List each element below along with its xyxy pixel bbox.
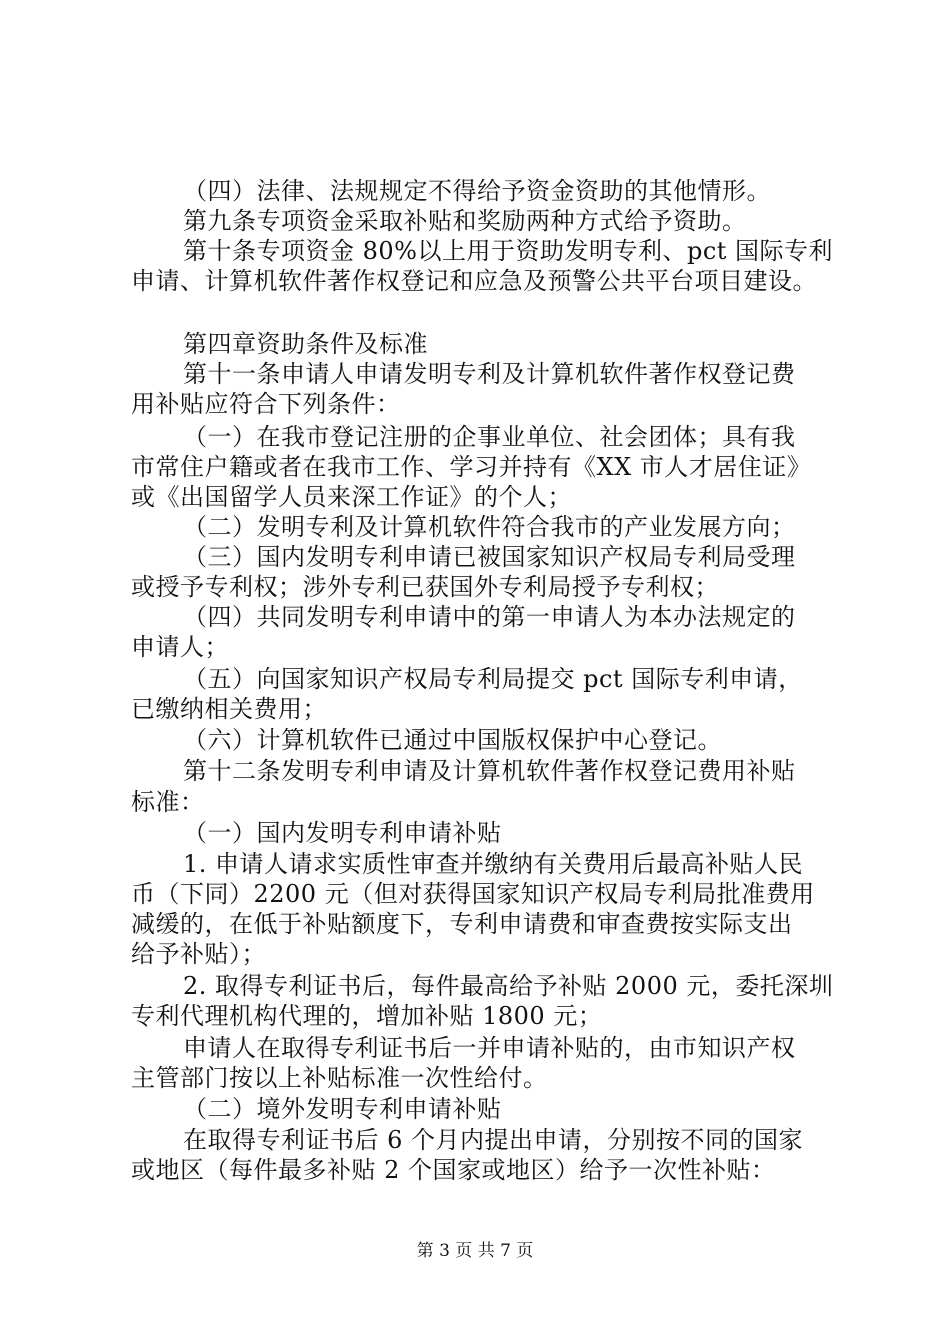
text-line: （一）国内发明专利申请补贴 <box>183 819 502 847</box>
text-line: （六）计算机软件已通过中国版权保护中心登记。 <box>183 726 722 754</box>
text-line: 市常住户籍或者在我市工作、学习并持有《XX 市人才居住证》 <box>131 453 812 481</box>
text-line: 第十一条申请人申请发明专利及计算机软件著作权登记费 <box>183 360 796 388</box>
text-line: （四）共同发明专利申请中的第一申请人为本办法规定的 <box>183 603 796 631</box>
text-line: 申请、计算机软件著作权登记和应急及预警公共平台项目建设。 <box>131 267 817 295</box>
text-line: 专利代理机构代理的，增加补贴 1800 元； <box>131 1002 603 1030</box>
text-line: 申请人； <box>131 633 229 661</box>
text-line: 申请人在取得专利证书后一并申请补贴的，由市知识产权 <box>183 1034 796 1062</box>
text-line: 第十条专项资金 80%以上用于资助发明专利、pct 国际专利 <box>183 237 834 265</box>
text-line: 给予补贴）； <box>131 940 266 968</box>
text-line: 主管部门按以上补贴标准一次性给付。 <box>131 1064 548 1092</box>
text-line: （三）国内发明专利申请已被国家知识产权局专利局受理 <box>183 543 796 571</box>
text-line: 减缓的，在低于补贴额度下，专利申请费和审查费按实际支出 <box>131 910 793 938</box>
text-line: 或《出国留学人员来深工作证》的个人； <box>131 483 572 511</box>
text-line: 第十二条发明专利申请及计算机软件著作权登记费用补贴 <box>183 757 796 785</box>
text-line: 第九条专项资金采取补贴和奖励两种方式给予资助。 <box>183 207 747 235</box>
text-line: 1. 申请人请求实质性审查并缴纳有关费用后最高补贴人民 <box>183 850 804 878</box>
text-line: 或地区（每件最多补贴 2 个国家或地区）给予一次性补贴： <box>131 1156 776 1184</box>
section-heading: 第四章资助条件及标准 <box>183 330 428 358</box>
text-line: （五）向国家知识产权局专利局提交 pct 国际专利申请， <box>183 665 803 693</box>
text-line: 或授予专利权；涉外专利已获国外专利局授予专利权； <box>131 573 719 601</box>
text-line: （二）境外发明专利申请补贴 <box>183 1095 502 1123</box>
text-line: 用补贴应符合下列条件： <box>131 390 401 418</box>
text-line: 2. 取得专利证书后，每件最高给予补贴 2000 元，委托深圳 <box>183 972 834 1000</box>
text-line: （一）在我市登记注册的企事业单位、社会团体；具有我 <box>183 423 796 451</box>
text-line: 币（下同）2200 元（但对获得国家知识产权局专利局批准费用 <box>131 880 815 908</box>
page-number: 第 3 页 共 7 页 <box>416 1241 534 1261</box>
text-line: 在取得专利证书后 6 个月内提出申请，分别按不同的国家 <box>183 1126 804 1154</box>
text-line: 已缴纳相关费用； <box>131 695 327 723</box>
text-line: （二）发明专利及计算机软件符合我市的产业发展方向； <box>183 513 796 541</box>
text-line: （四）法律、法规规定不得给予资金资助的其他情形。 <box>183 177 771 205</box>
text-line: 标准： <box>131 788 205 816</box>
